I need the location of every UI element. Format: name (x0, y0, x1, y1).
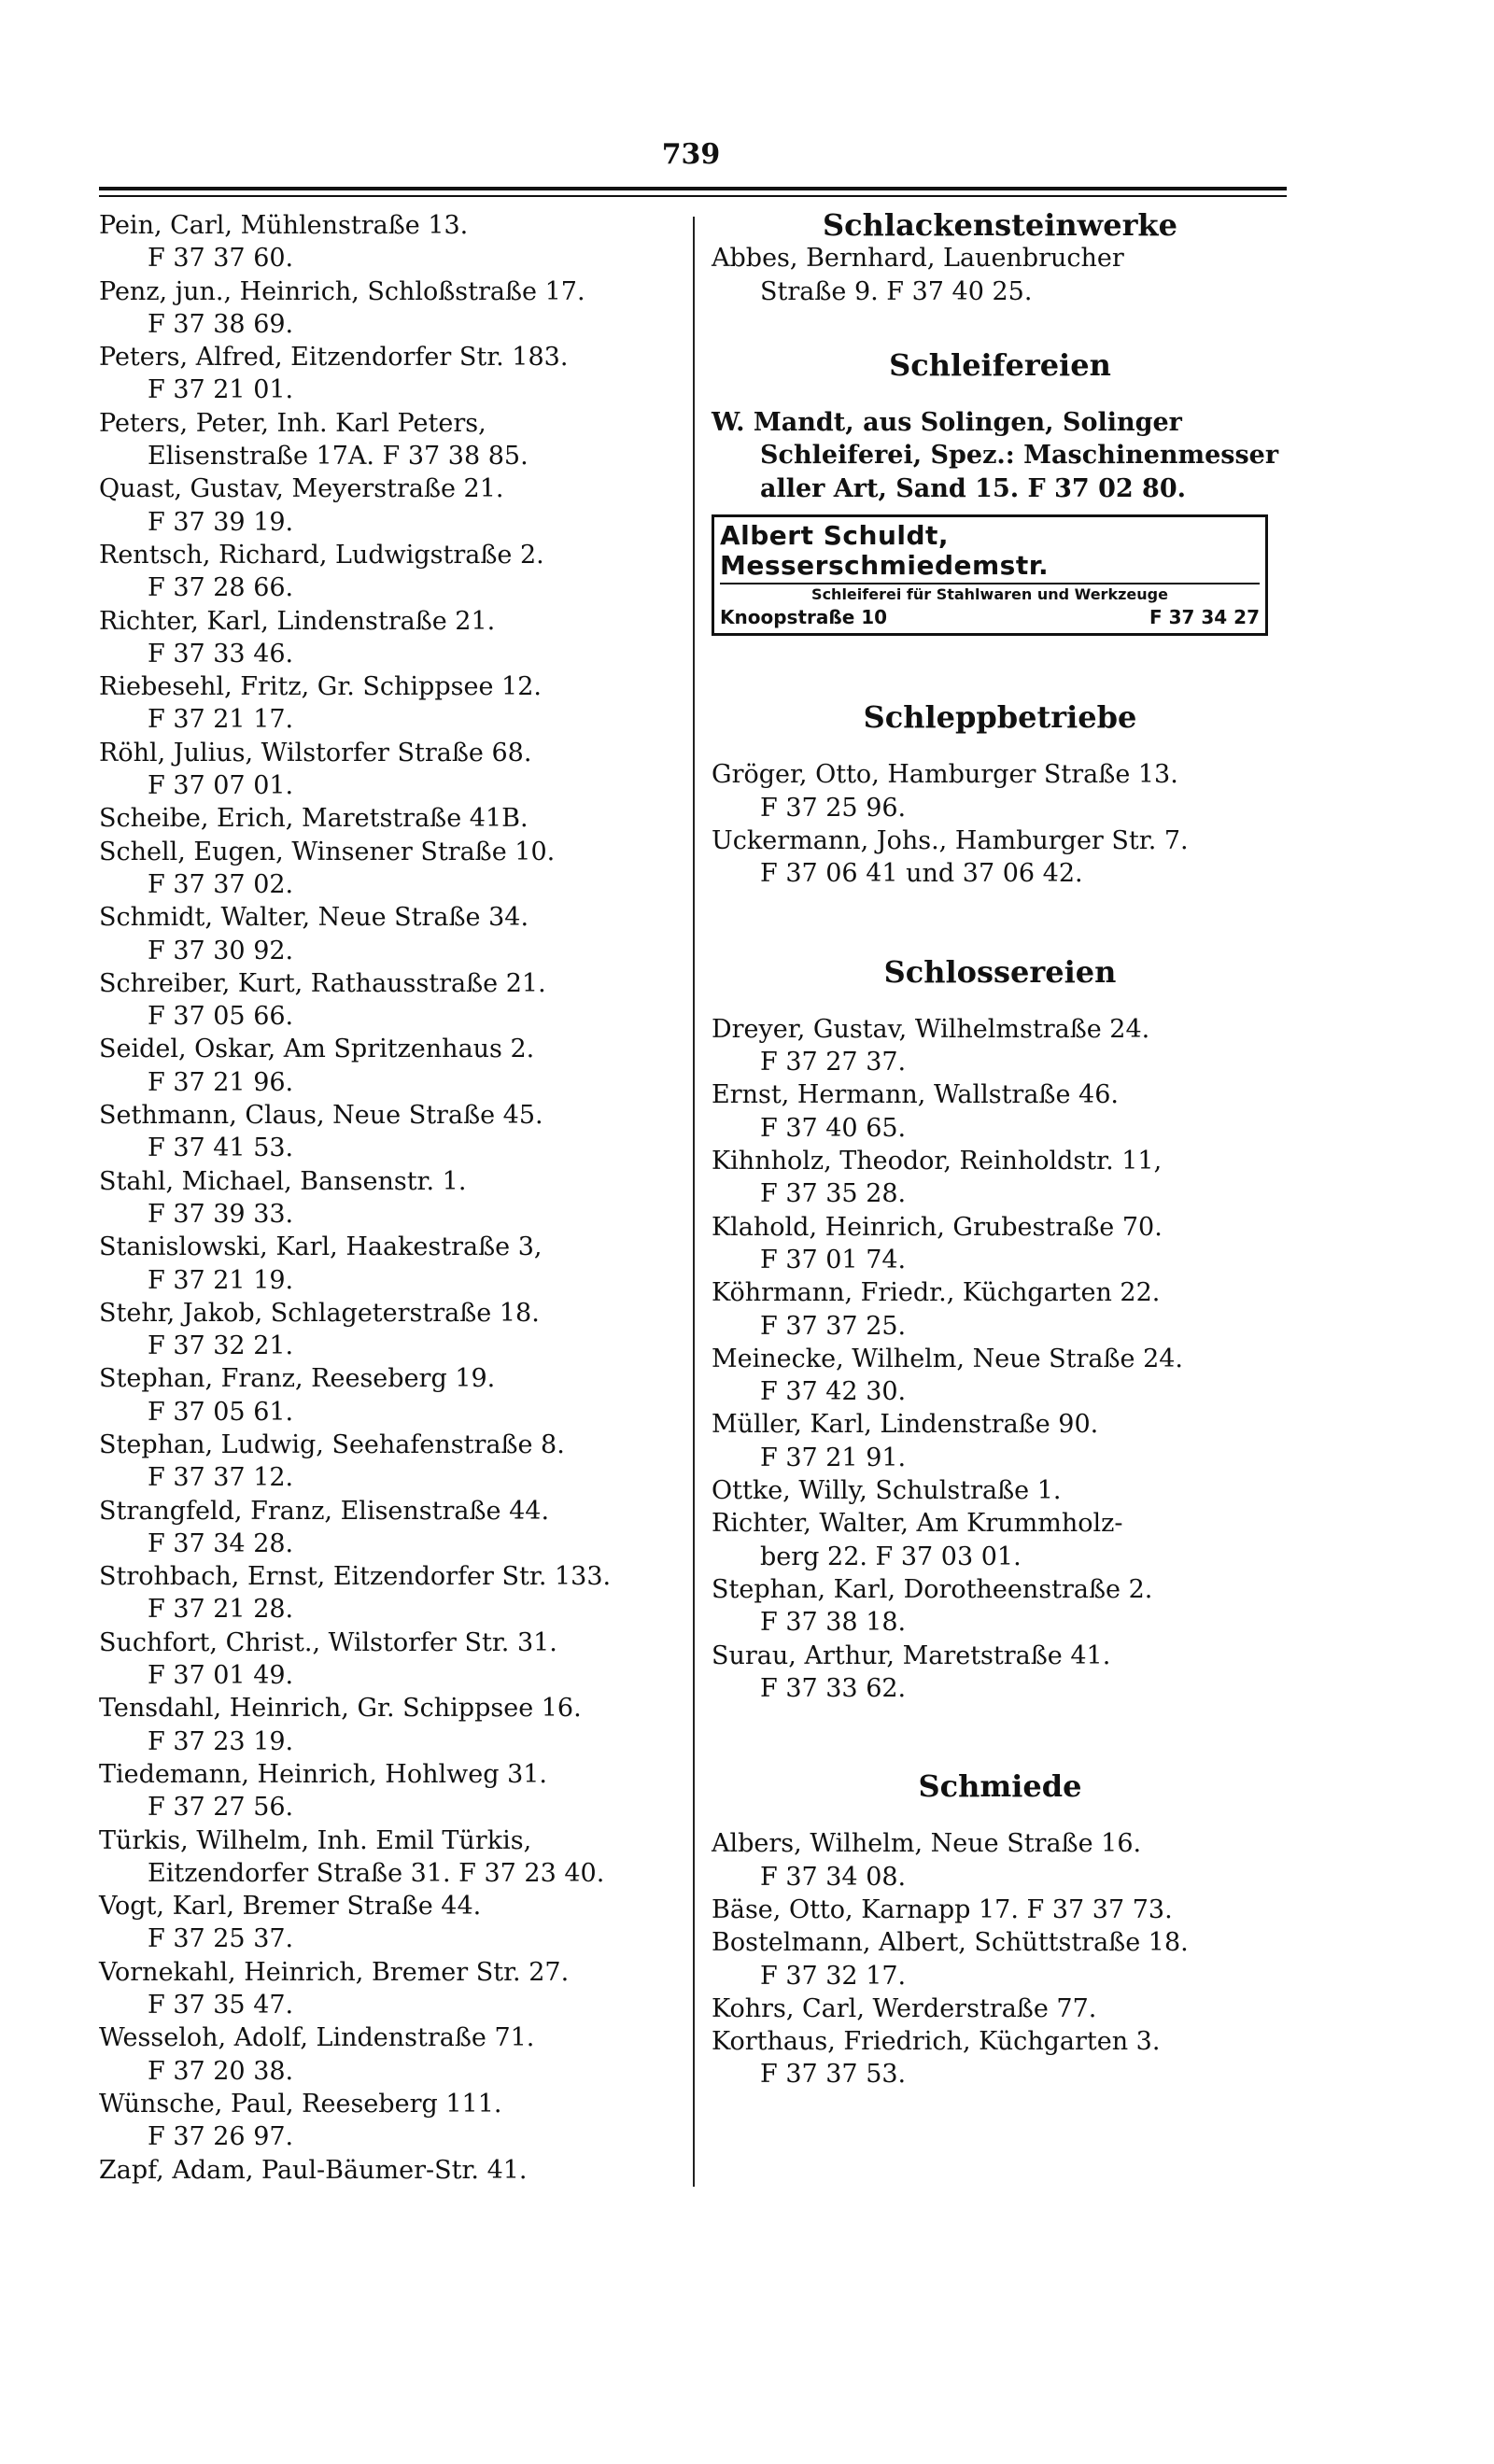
entry-name-line: Wesseloh, Adolf, Lindenstraße 71. (99, 2023, 535, 2053)
directory-entry (99, 539, 685, 605)
directory-entry (99, 2154, 685, 2187)
directory-entry (712, 406, 1289, 505)
entry-name-line: Ottke, Willy, Schulstraße 1. (712, 1476, 1062, 1506)
entry-detail-line: F 37 20 38. (148, 2056, 294, 2086)
ad-description: Schleiferei für Stahlwaren und Werkzeuge (811, 585, 1168, 604)
entry-detail-line: F 37 21 96. (148, 1067, 294, 1097)
entry-detail-line: F 37 21 91. (760, 1443, 907, 1472)
directory-entry (712, 1145, 1289, 1211)
section-gap (712, 989, 1289, 1013)
entry-name-line: Strangfeld, Franz, Elisenstraße 44. (99, 1496, 550, 1526)
directory-entry (99, 341, 685, 407)
entry-name-line: Müller, Karl, Lindenstraße 90. (712, 1410, 1099, 1440)
directory-entry (99, 737, 685, 803)
entry-detail-line: F 37 25 37. (148, 1924, 294, 1954)
entry-name-line: Tensdahl, Heinrich, Gr. Schippsee 16. (99, 1694, 582, 1724)
entry-name-line: Stephan, Franz, Reeseberg 19. (99, 1364, 496, 1394)
entry-detail-line: F 37 32 17. (760, 1961, 907, 1991)
header-rule-thin (99, 195, 1287, 197)
page-number: 739 (661, 138, 721, 171)
directory-entry (712, 1827, 1289, 1894)
entry-detail-line: F 37 38 18. (760, 1608, 907, 1638)
entry-name-line: Vornekahl, Heinrich, Bremer Str. 27. (99, 1957, 570, 1987)
directory-entry (712, 1343, 1289, 1409)
header-rule (99, 187, 1287, 190)
entry-detail-line: F 37 23 19. (148, 1726, 294, 1756)
entry-name-line: Richter, Walter, Am Krummholz- (712, 1509, 1123, 1539)
section-list-schlossereien (712, 1013, 1289, 1705)
directory-entry (99, 1362, 685, 1429)
entry-detail-line: F 37 28 66. (148, 573, 294, 603)
entry-detail-line: F 37 33 46. (148, 639, 294, 669)
entry-name-line: Stanislowski, Karl, Haakestraße 3, (99, 1232, 543, 1262)
entry-name-line: Scheibe, Erich, Maretstraße 41B. (99, 804, 529, 834)
directory-entry (99, 1890, 685, 1956)
entry-detail-line: F 37 05 61. (148, 1397, 294, 1427)
directory-entry (99, 802, 685, 835)
entry-name-line: Abbes, Bernhard, Lauenbrucher (712, 244, 1124, 274)
directory-entry (712, 1573, 1289, 1640)
directory-entry (712, 1408, 1289, 1474)
entry-name-line: Schreiber, Kurt, Rathausstraße 21. (99, 968, 546, 998)
directory-entry (712, 242, 1289, 308)
directory-entry (99, 2088, 685, 2154)
entry-detail-line: Elisenstraße 17A. F 37 38 85. (148, 442, 529, 472)
directory-entry (99, 670, 685, 737)
entry-name-line: Röhl, Julius, Wilstorfer Straße 68. (99, 738, 532, 767)
entry-name-line: Stahl, Michael, Bansenstr. 1. (99, 1166, 467, 1196)
section-heading-schleifereien: Schleifereien (889, 346, 1111, 383)
entry-detail-line: F 37 37 02. (148, 869, 294, 899)
entry-name-line: Quast, Gustav, Meyerstraße 21. (99, 474, 504, 504)
directory-entry (99, 1626, 685, 1693)
entry-name-line: Peters, Alfred, Eitzendorfer Str. 183. (99, 343, 569, 373)
directory-entry (99, 1231, 685, 1297)
section-heading-schmiede: Schmiede (918, 1768, 1082, 1805)
entry-name-line: Richter, Karl, Lindenstraße 21. (99, 606, 496, 636)
entry-name-line: Stehr, Jakob, Schlageterstraße 18. (99, 1298, 540, 1328)
directory-entry (99, 472, 685, 539)
entry-detail-line: F 37 25 96. (760, 793, 907, 823)
section-gap (712, 1705, 1289, 1770)
section-heading-schlackensteinwerke: Schlackensteinwerke (823, 207, 1177, 243)
entry-detail-line: F 37 01 49. (148, 1661, 294, 1691)
entry-name-line: Penz, jun., Heinrich, Schloßstraße 17. (99, 276, 585, 306)
directory-entry (712, 824, 1289, 891)
entry-detail-line: F 37 21 01. (148, 375, 294, 405)
entry-name-line: W. Mandt, aus Solingen, Solinger (712, 408, 1182, 438)
directory-entry (99, 2021, 685, 2088)
directory-entry (99, 967, 685, 1034)
directory-entry (712, 1894, 1289, 1926)
section-gap (712, 1803, 1289, 1827)
entry-name-line: Seidel, Oskar, Am Spritzenhaus 2. (99, 1035, 535, 1064)
entry-detail-line: F 37 06 41 und 37 06 42. (760, 859, 1083, 889)
section-gap (712, 891, 1289, 956)
entry-name-line: Zapf, Adam, Paul-Bäumer-Str. 41. (99, 2155, 528, 2185)
entry-name-line: Stephan, Ludwig, Seehafenstraße 8. (99, 1429, 565, 1459)
entry-name-line: Suchfort, Christ., Wilstorfer Str. 31. (99, 1627, 557, 1657)
column-divider (693, 217, 695, 2187)
entry-detail-line: F 37 27 37. (760, 1048, 907, 1077)
entry-detail-line: F 37 01 74. (760, 1245, 907, 1274)
directory-entry (712, 1507, 1289, 1573)
entry-detail-line: F 37 37 25. (760, 1311, 907, 1341)
directory-entry (712, 758, 1289, 824)
entry-name-line: Wünsche, Paul, Reeseberg 111. (99, 2089, 502, 2119)
directory-entry (712, 1474, 1289, 1507)
section-list-schleppbetriebe (712, 758, 1289, 890)
entry-name-line: Schmidt, Walter, Neue Straße 34. (99, 903, 529, 933)
directory-entry (99, 836, 685, 902)
entry-detail-line: F 37 27 56. (148, 1793, 294, 1823)
entry-name-line: Albers, Wilhelm, Neue Straße 16. (712, 1829, 1142, 1859)
entry-name-line: Kohrs, Carl, Werderstraße 77. (712, 1993, 1097, 2023)
entry-detail-line: F 37 07 01. (148, 771, 294, 801)
section-list-schlackensteinwerke (712, 242, 1289, 308)
entry-name-line: Bostelmann, Albert, Schüttstraße 18. (712, 1928, 1189, 1958)
directory-entry (99, 1495, 685, 1561)
entry-detail-line: F 37 37 53. (760, 2060, 907, 2090)
entry-name-line: Schell, Eugen, Winsener Straße 10. (99, 837, 556, 866)
directory-entry (712, 2025, 1289, 2091)
ad-phone: F 37 34 27 (1149, 606, 1260, 629)
directory-entry (712, 1640, 1289, 1706)
entry-detail-line: F 37 05 66. (148, 1002, 294, 1032)
entry-detail-line: F 37 32 21. (148, 1331, 294, 1361)
entry-name-line: Vogt, Karl, Bremer Straße 44. (99, 1892, 482, 1922)
directory-entry (99, 1099, 685, 1165)
entry-name-line: Peters, Peter, Inh. Karl Peters, (99, 408, 486, 438)
ad-street: Knoopstraße 10 (720, 606, 888, 629)
entry-detail-line: F 37 38 69. (148, 309, 294, 339)
entry-detail-line: F 37 21 19. (148, 1265, 294, 1295)
directory-entry (99, 1824, 685, 1891)
section-heading-schleppbetriebe: Schleppbetriebe (863, 699, 1137, 736)
entry-detail-line: F 37 41 53. (148, 1133, 294, 1163)
section-gap (712, 734, 1289, 758)
entry-detail-line: F 37 42 30. (760, 1377, 907, 1407)
entry-name-line: Stephan, Karl, Dorotheenstraße 2. (712, 1574, 1153, 1604)
entry-name-line: Köhrmann, Friedr., Küchgarten 22. (712, 1278, 1161, 1308)
entry-name-line: Korthaus, Friedrich, Küchgarten 3. (712, 2027, 1161, 2057)
section-gap (712, 308, 1289, 349)
directory-entry (712, 1211, 1289, 1277)
directory-entry (99, 209, 685, 275)
directory-entry (99, 1297, 685, 1363)
entry-detail-line: F 37 33 62. (760, 1673, 907, 1703)
entry-detail-line: F 37 39 33. (148, 1199, 294, 1229)
entry-name-line: Strohbach, Ernst, Eitzendorfer Str. 133. (99, 1562, 612, 1592)
entry-detail-line: F 37 21 17. (148, 705, 294, 735)
entry-name-line: Ernst, Hermann, Wallstraße 46. (712, 1080, 1119, 1110)
entry-detail-line: F 37 34 28. (148, 1528, 294, 1558)
entry-detail-line: F 37 37 60. (148, 244, 294, 274)
entry-name-line: Klahold, Heinrich, Grubestraße 70. (712, 1212, 1163, 1242)
directory-entry (99, 1560, 685, 1626)
directory-entry (99, 605, 685, 671)
entry-name-line: Surau, Arthur, Maretstraße 41. (712, 1640, 1111, 1670)
entry-name-line: Bäse, Otto, Karnapp 17. F 37 37 73. (712, 1894, 1173, 1924)
entry-name-line: Rentsch, Richard, Ludwigstraße 2. (99, 540, 544, 570)
directory-entry (99, 1165, 685, 1232)
directory-entry (99, 901, 685, 967)
entry-detail-line: F 37 35 28. (760, 1179, 907, 1209)
entry-detail-line: F 37 37 12. (148, 1463, 294, 1493)
entry-name-line: Tiedemann, Heinrich, Hohlweg 31. (99, 1759, 548, 1789)
directory-entry (99, 275, 685, 342)
entry-detail-line: berg 22. F 37 03 01. (760, 1542, 1022, 1571)
directory-entry (99, 407, 685, 473)
section-list-schleifereien (712, 406, 1289, 505)
directory-entry (712, 1276, 1289, 1343)
entry-detail-line: Straße 9. F 37 40 25. (760, 276, 1033, 306)
entry-detail-line: F 37 40 65. (760, 1113, 907, 1143)
entry-name-line: Gröger, Otto, Hamburger Straße 13. (712, 760, 1178, 790)
ad-company-name: Albert Schuldt, Messerschmiedemstr. (720, 521, 1260, 584)
directory-entry (99, 1033, 685, 1099)
ad-contact-row (720, 605, 1260, 629)
entry-name-line: Türkis, Wilhelm, Inh. Emil Türkis, (99, 1825, 532, 1855)
directory-entry (712, 1992, 1289, 2025)
entry-name-line: Meinecke, Wilhelm, Neue Straße 24. (712, 1344, 1184, 1373)
section-gap (712, 636, 1289, 701)
section-list-schmiede (712, 1827, 1289, 2091)
directory-entry (99, 1956, 685, 2022)
entry-detail-line: Schleiferei, Spez.: Maschinenmesser (760, 441, 1279, 471)
directory-entry (99, 1758, 685, 1824)
right-column (712, 209, 1289, 2091)
entry-detail-line: aller Art, Sand 15. F 37 02 80. (760, 473, 1187, 503)
entry-detail-line: F 37 21 28. (148, 1595, 294, 1625)
entry-detail-line: F 37 34 08. (760, 1862, 907, 1892)
section-heading-schlossereien: Schlossereien (883, 953, 1117, 990)
entry-detail-line: F 37 39 19. (148, 507, 294, 537)
directory-entry (712, 1013, 1289, 1079)
left-column (99, 209, 685, 2187)
directory-entry (99, 1692, 685, 1758)
directory-entry (712, 1926, 1289, 1992)
entry-detail-line: Eitzendorfer Straße 31. F 37 23 40. (148, 1858, 605, 1888)
entry-detail-line: F 37 35 47. (148, 1991, 294, 2020)
entry-detail-line: F 37 26 97. (148, 2122, 294, 2152)
entry-name-line: Riebesehl, Fritz, Gr. Schippsee 12. (99, 672, 542, 702)
section-gap (712, 382, 1289, 406)
entry-name-line: Dreyer, Gustav, Wilhelmstraße 24. (712, 1014, 1150, 1044)
entry-name-line: Pein, Carl, Mühlenstraße 13. (99, 211, 469, 240)
directory-entry (99, 1429, 685, 1495)
entry-name-line: Sethmann, Claus, Neue Straße 45. (99, 1101, 543, 1131)
directory-entry (712, 1078, 1289, 1145)
entry-name-line: Kihnholz, Theodor, Reinholdstr. 11, (712, 1147, 1163, 1176)
advertisement-box (712, 514, 1268, 636)
entry-name-line: Uckermann, Johs., Hamburger Str. 7. (712, 825, 1189, 855)
entry-detail-line: F 37 30 92. (148, 936, 294, 965)
